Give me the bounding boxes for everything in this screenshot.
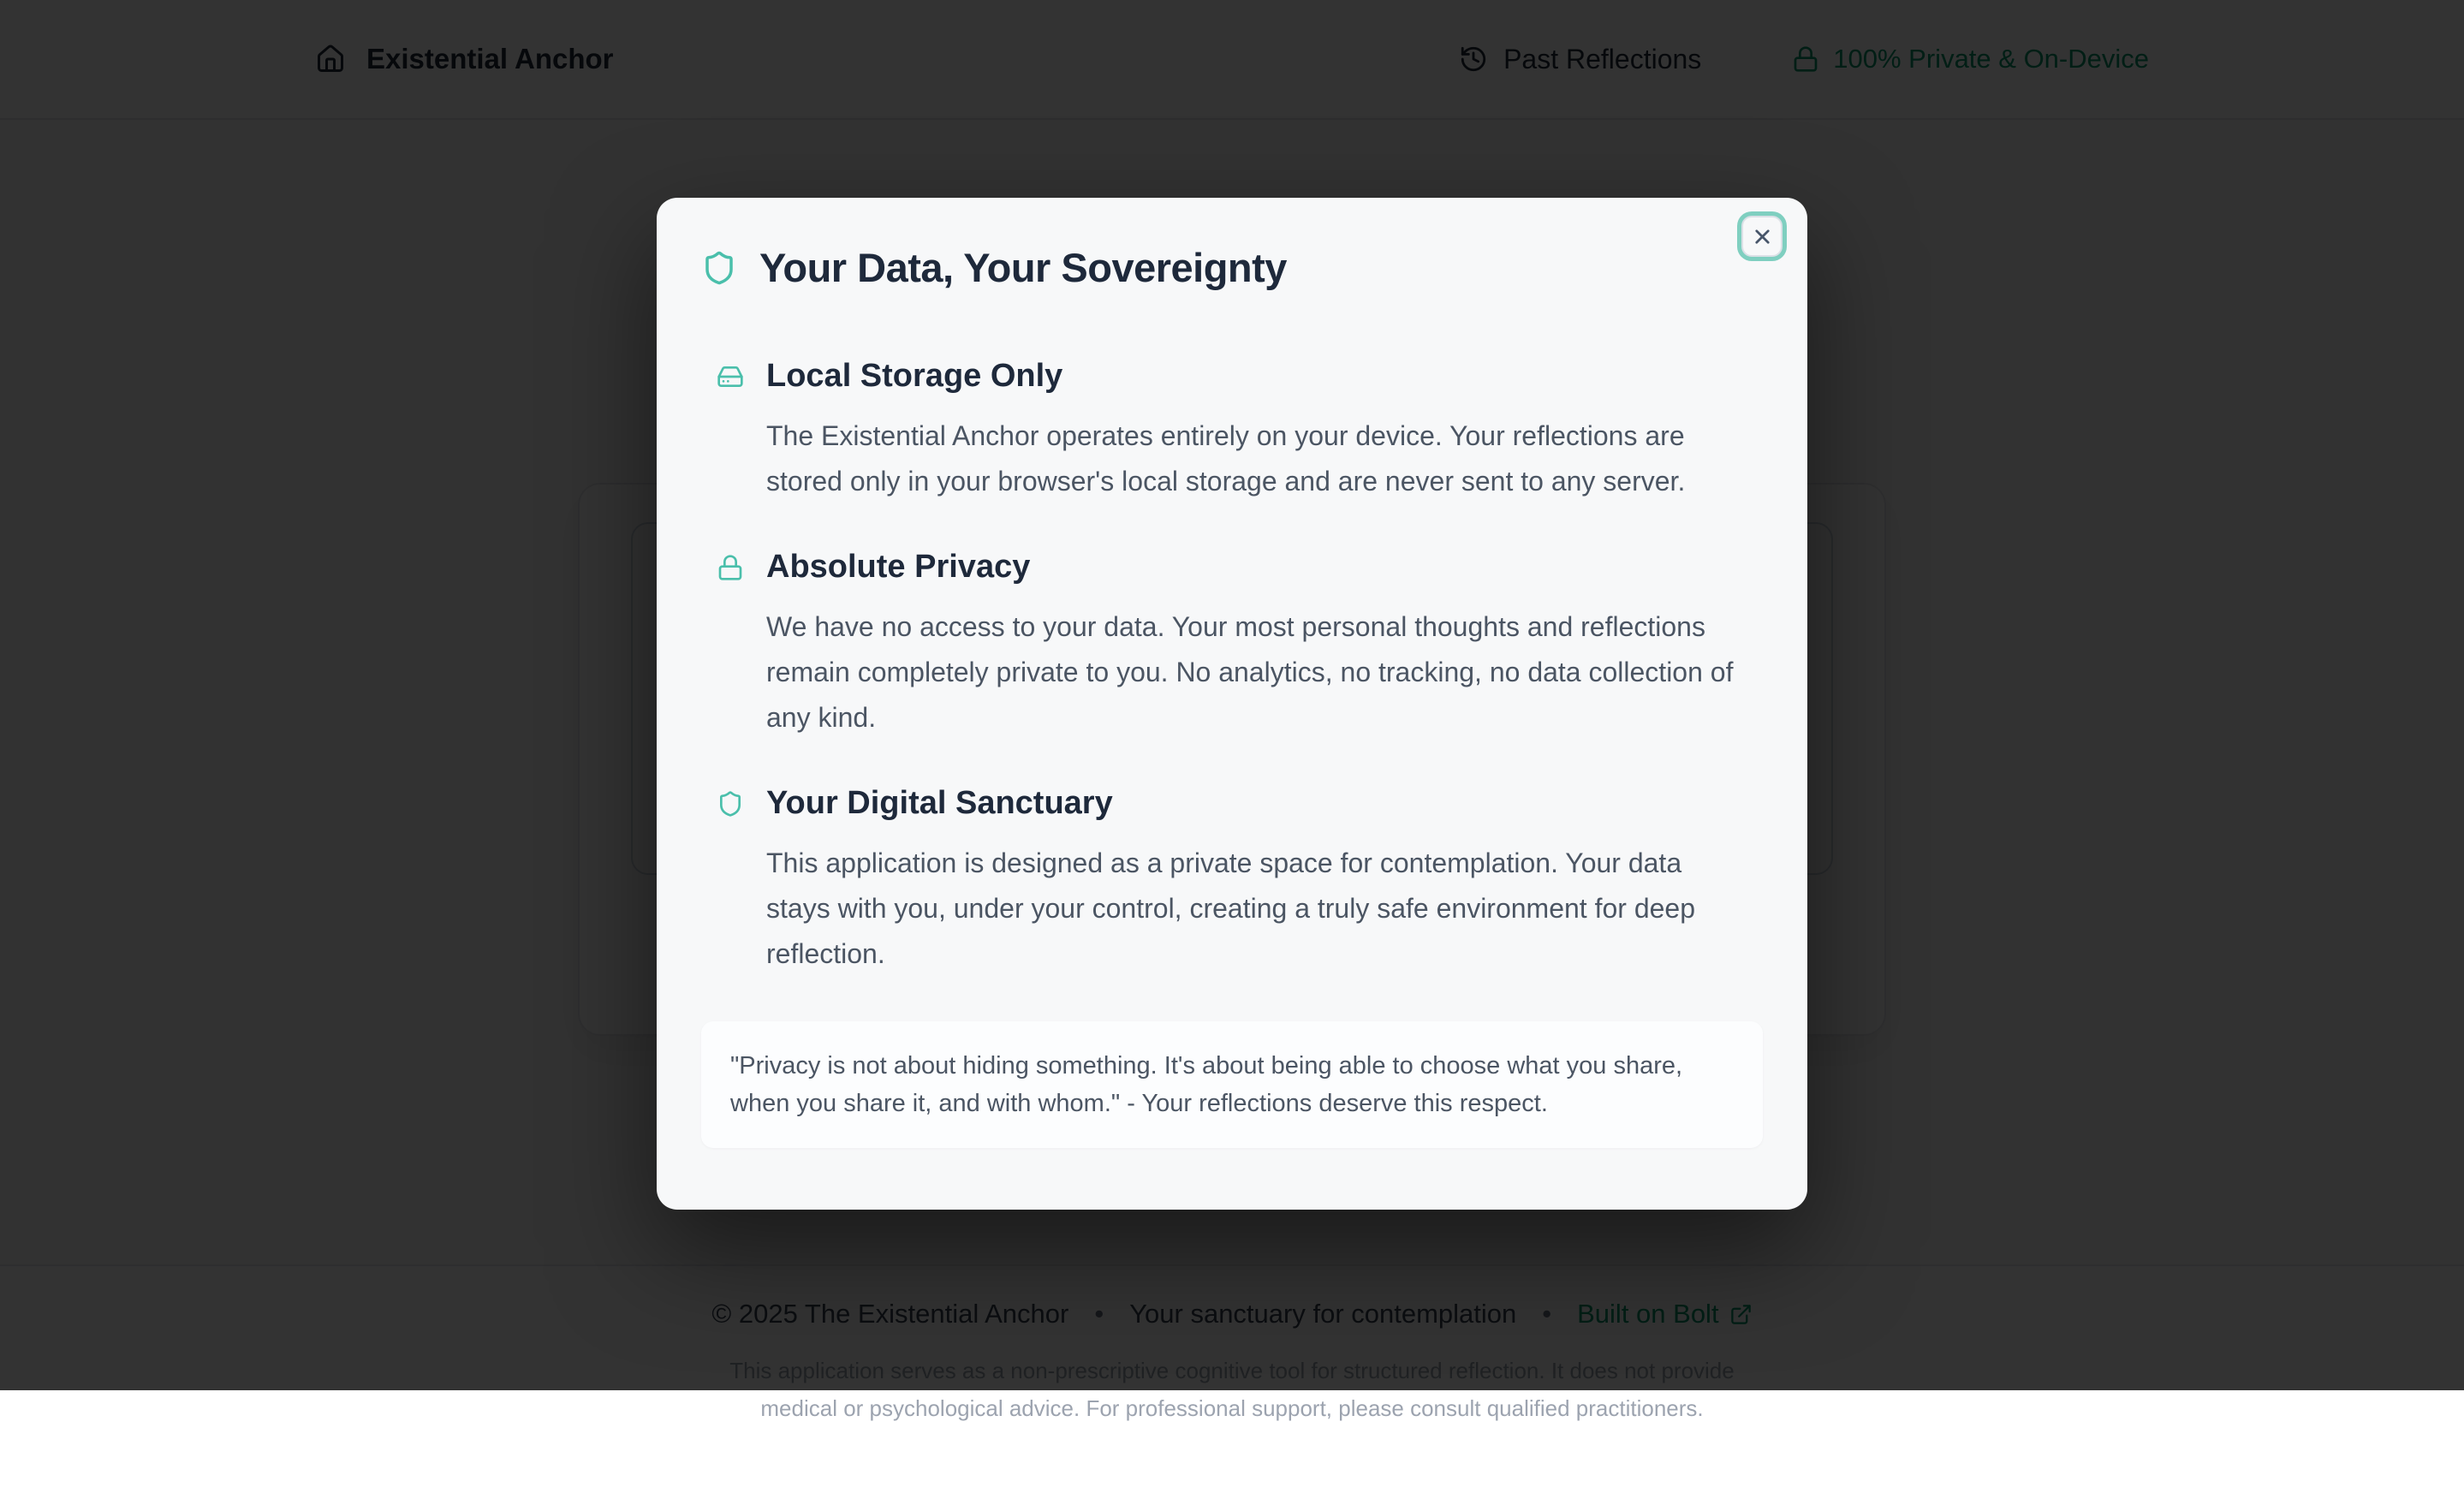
privacy-quote: "Privacy is not about hiding something. It's about being able to choose what you share, when you share it, and with whom." - Your reflections deserve this respect. <box>730 1052 1683 1117</box>
privacy-modal <box>657 198 1807 1210</box>
close-button[interactable] <box>1741 216 1783 257</box>
section-title: Local Storage Only <box>766 358 1063 394</box>
hard-drive-icon <box>717 363 744 390</box>
section-body: The Existential Anchor operates entirely on your device. Your reflections are stored only in your browser's local storage and are never sent to any server. <box>766 420 1686 497</box>
lock-icon <box>717 554 744 581</box>
privacy-quote-box <box>701 1021 1763 1148</box>
section-title: Your Digital Sanctuary <box>766 785 1113 821</box>
section-heading-row <box>717 549 1747 586</box>
section-absolute-privacy <box>701 549 1763 741</box>
section-body: We have no access to your data. Your most personal thoughts and reflections remain completely private to you. No analytics, no tracking, no data collection of any kind. <box>766 611 1734 733</box>
close-icon <box>1751 225 1774 248</box>
section-heading-row <box>717 785 1747 822</box>
section-digital-sanctuary <box>701 785 1763 977</box>
shield-icon <box>717 790 744 818</box>
section-heading-row <box>717 358 1747 395</box>
shield-icon <box>701 250 737 286</box>
section-local-storage <box>701 358 1763 504</box>
modal-header <box>701 244 1763 291</box>
footer-disclaimer: medical or psychological advice. For professional support, please consult qualified practitioners. <box>760 1395 1704 1421</box>
modal-title: Your Data, Your Sovereignty <box>759 245 1287 290</box>
section-body: This application is designed as a private space for contemplation. Your data stays with you, under your control, creating a truly safe environment for deep reflection. <box>766 848 1695 969</box>
section-title: Absolute Privacy <box>766 549 1031 585</box>
